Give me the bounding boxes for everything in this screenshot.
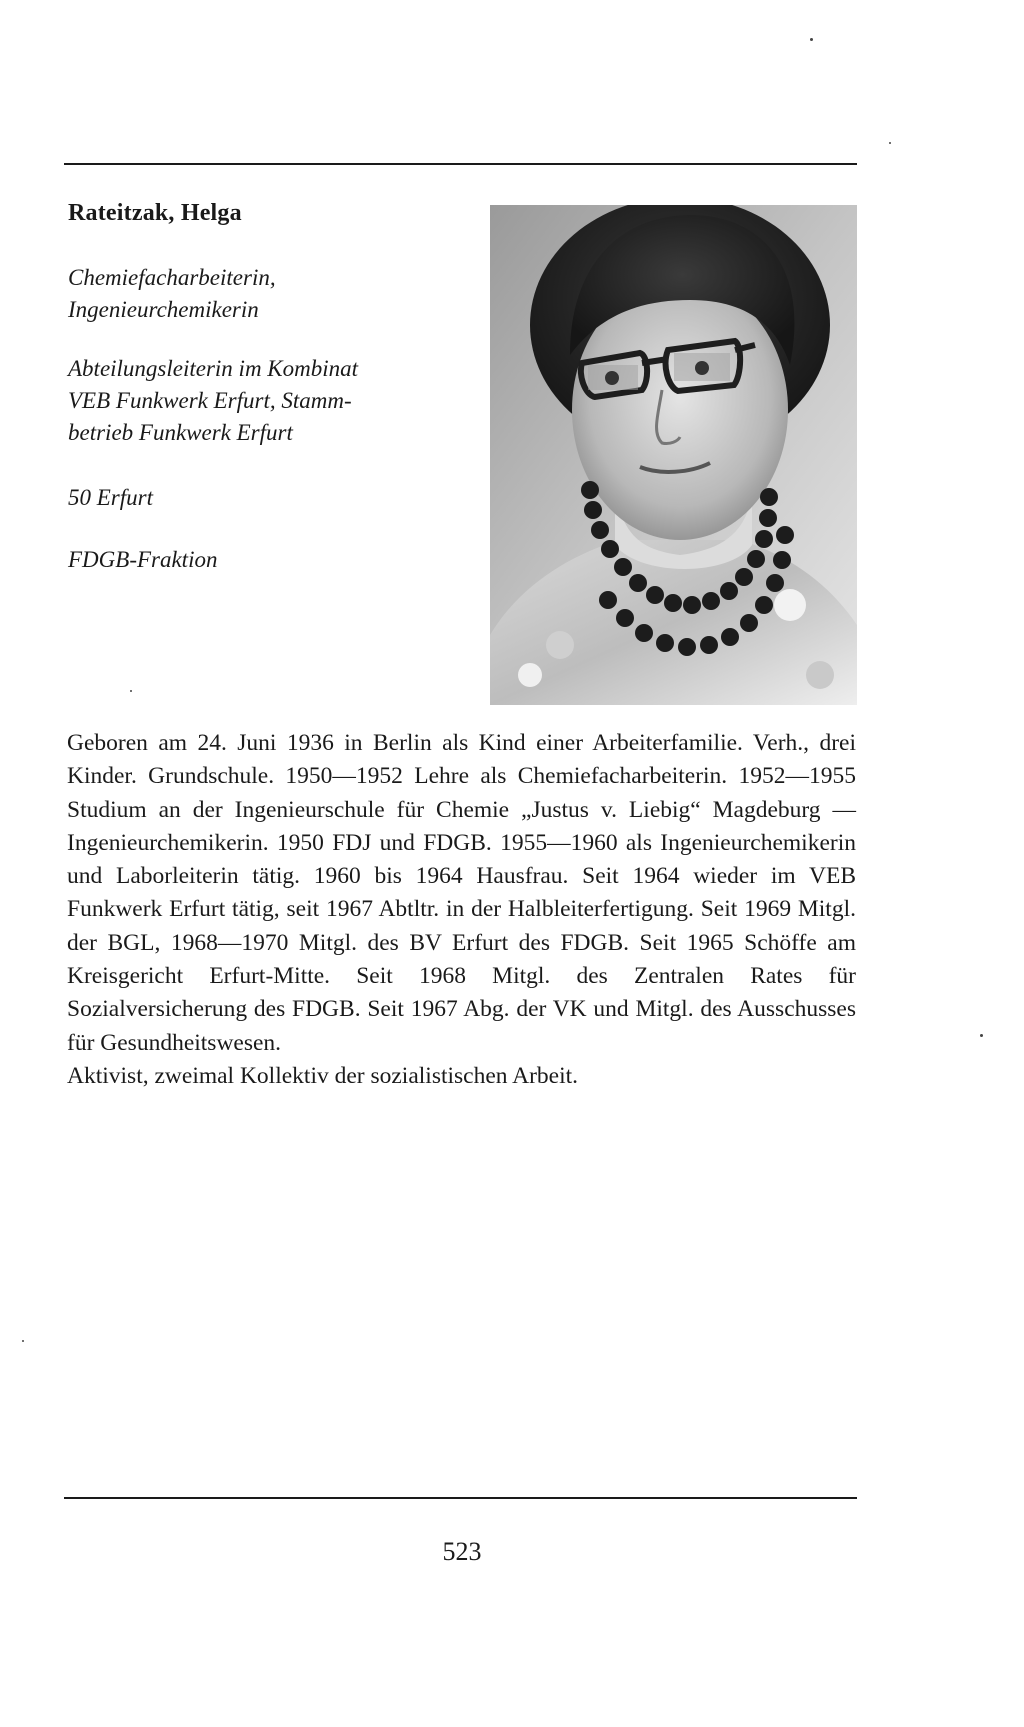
awards-text: Aktivist, zweimal Kollektiv der sozialistischen Arbeit. [67,1062,579,1089]
scan-speck [22,1340,24,1342]
position-line: VEB Funkwerk Erfurt, Stamm- [68,388,352,413]
scan-speck [889,142,891,144]
person-name: Rateitzak, Helga [68,200,242,226]
profession-line: Chemiefacharbeiterin, [68,265,276,290]
top-rule [64,163,857,165]
page-number: 523 [442,1537,482,1566]
scan-speck [130,690,132,692]
biography-text: Geboren am 24. Juni 1936 in Berlin als Kind einer Arbeiterfamilie. Verh., drei Kinder. Grundschule. 1950—1952 Lehre als Chemiefacharbeiterin. 1952—1955 Studium an der Ingenieurschule für Chemie „Justus v. Liebig“ Magdeburg — Ingenieurchemikerin. 1950 FDJ und FDGB. 1955—1960 als Ingenieurchemikerin und Laborleiterin tätig. 1960 bis 1964 Hausfrau. Seit 1964 wieder im VEB Funkwerk Erfurt tätig, seit 1967 Abtltr. in der Halbleiterfertigung. Seit 1969 Mitgl. der BGL, 1968—1970 Mitgl. des BV Erfurt des FDGB. Seit 1965 Schöffe am Kreisgericht Erfurt-Mitte. Seit 1968 Mitgl. des Zentralen Rates für Sozialversicherung des FDGB. Seit 1967 Abg. der VK und Mitgl. des Ausschusses für Gesundheitswesen. [67,730,856,1056]
portrait-photo [490,205,857,705]
profession-line: Ingenieurchemikerin [68,297,259,322]
scan-speck [810,38,813,41]
scan-speck [980,1034,983,1037]
profession [68,262,448,326]
constituency: 50 Erfurt [68,485,153,510]
biography [67,727,856,1093]
position [68,353,448,449]
bottom-rule [64,1497,857,1499]
faction: FDGB-Fraktion [68,547,218,572]
position-line: betrieb Funkwerk Erfurt [68,420,293,445]
position-line: Abteilungsleiterin im Kombinat [68,356,359,381]
